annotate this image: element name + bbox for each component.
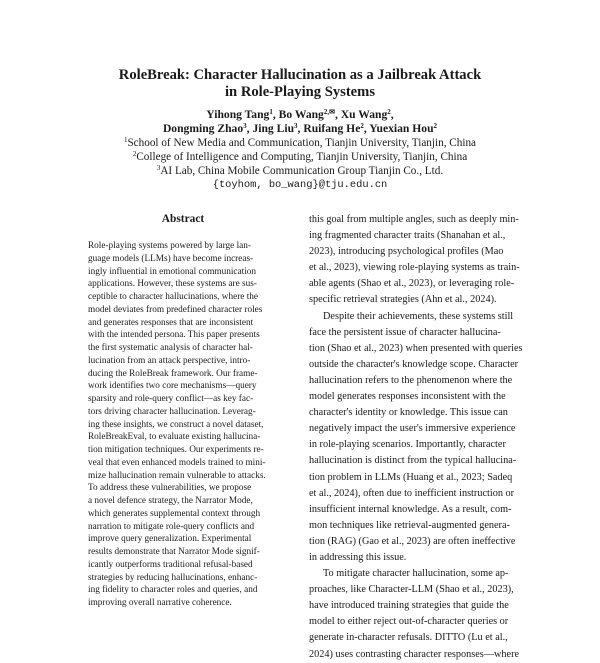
abstract-line: ing fidelity to character roles and queries, and — [88, 585, 258, 596]
abstract-line: improving overall narrative coherence. — [88, 598, 232, 608]
body-line: ing fragmented character traits (Shanahan et al., — [309, 230, 506, 242]
author-name: Yuexian Hou — [369, 122, 434, 135]
abstract-line: a novel defence strategy, the Narrator Mode, — [88, 496, 253, 506]
abstract-line: ingly influential in emotional communication — [88, 266, 257, 277]
author-affil-mark: 2 — [387, 108, 391, 116]
body-line: generate in-character refusals. DITTO (Lu et al., — [309, 632, 508, 644]
author-affil-mark: 3 — [243, 122, 247, 130]
paper-title-line-2: in Role-Playing Systems — [225, 84, 375, 100]
affiliation-2 — [0, 150, 600, 164]
abstract-line: veal that even enhanced models trained to mini- — [88, 457, 266, 468]
author-name: Yihong Tang — [206, 108, 270, 121]
body-line: model to either reject out-of-character queries or — [309, 616, 509, 628]
abstract-line: RoleBreakEval, to evaluate existing hallucina- — [88, 432, 261, 443]
author-separator: , — [334, 108, 341, 121]
affil-mark: 1 — [123, 136, 128, 144]
author-separator: , — [246, 122, 253, 135]
body-line: negatively impact the user's immersive experience — [309, 423, 516, 435]
author-name: Bo Wang — [278, 108, 324, 121]
author-name: Xu Wang — [340, 108, 388, 121]
abstract-line: the first systematic analysis of character hal- — [88, 343, 253, 353]
abstract-line: tion mitigation techniques. Our experiments re- — [88, 445, 264, 455]
abstract-line: guage models (LLMs) have become increas- — [88, 253, 254, 264]
abstract-line: applications. However, these systems are sus- — [88, 279, 257, 290]
abstract-line: ducing the RoleBreak framework. Our frame- — [88, 368, 258, 379]
abstract-line: strategies by reducing hallucinations, enhanc- — [88, 572, 258, 583]
body-line: mon techniques like retrieval-augmented genera- — [309, 519, 510, 531]
abstract-line: Role-playing systems powered by large lan- — [88, 241, 251, 251]
body-line: in role-playing scenarios. Importantly, character — [309, 439, 506, 451]
body-line: tion (Shao et al., 2023) when presented with queries — [309, 342, 523, 354]
abstract-line: improve query generalization. Experimental — [88, 534, 252, 545]
body-line: Despite their achievements, these systems still — [323, 310, 514, 322]
body-line: in addressing this issue. — [309, 551, 407, 563]
abstract-line: model deviates from predefined character roles — [88, 304, 263, 315]
affiliation-text: AI Lab, China Mobile Communication Group Tianjin Co., Ltd. — [160, 165, 444, 177]
affiliation-text: School of New Media and Communication, Tianjin University, Tianjin, China — [127, 137, 477, 149]
abstract-line: with the intended persona. This paper presents — [88, 330, 260, 341]
abstract-line: sparsity and role-query conflict—as key fac- — [88, 394, 254, 404]
abstract-line: To address these vulnerabilities, we propose — [88, 483, 252, 494]
body-line: et al., 2024), often due to inefficient instruction or — [309, 487, 515, 499]
body-line: hallucination refers to the phenomenon where the — [309, 374, 513, 386]
author-separator: , — [363, 122, 370, 135]
body-line: 2023), introducing psychological profiles (Mao — [309, 246, 504, 258]
body-line: proaches, like Character-LLM (Shao et al., 2023), — [309, 584, 514, 596]
abstract-line: results demonstrate that Narrator Mode signif- — [88, 547, 260, 557]
author-separator: , — [272, 108, 279, 121]
abstract-line: work identifies two core mechanisms—query — [88, 381, 257, 392]
body-paragraph-3 — [309, 566, 539, 663]
abstract-line: icantly outperforms traditional refusal-based — [88, 559, 253, 570]
author-name: Dongming Zhao — [162, 122, 244, 135]
author-separator: , — [297, 122, 304, 135]
body-line: 2024) uses contrasting character responses—where — [309, 648, 520, 660]
body-line: this goal from multiple angles, such as deeply min- — [309, 214, 519, 225]
body-line: specific retrieval strategies (Ahn et al., 2024). — [309, 294, 497, 306]
abstract-heading: Abstract — [161, 213, 205, 225]
author-separator: , — [390, 108, 394, 121]
affiliation-3 — [0, 164, 600, 178]
abstract-line: ing these insights, we construct a novel dataset, — [88, 419, 264, 430]
body-line: tion problem in LLMs (Huang et al., 2023; Sadeq — [309, 471, 513, 483]
author-affil-mark: 2,✉ — [323, 108, 335, 116]
body-line: tion (RAG) (Gao et al., 2023) are often ineffective — [309, 535, 516, 547]
paper-title-line-1: RoleBreak: Character Hallucination as a Jailbreak Attack — [118, 67, 482, 83]
author-name: Jing Liu — [252, 122, 295, 135]
body-line: hallucination is distinct from the typical hallucina- — [309, 455, 517, 467]
body-line: face the persistent issue of character hallucina- — [309, 326, 501, 338]
author-affil-mark: 3 — [294, 122, 298, 130]
affil-mark: 2 — [132, 150, 137, 158]
affiliation-1 — [0, 136, 600, 150]
body-paragraph-2 — [309, 309, 539, 567]
body-column-right — [309, 212, 539, 663]
body-line: able agents (Shao et al., 2023), or leveraging role- — [309, 278, 515, 290]
author-line-2 — [0, 122, 600, 136]
abstract-line: tors driving character hallucination. Leverag- — [88, 406, 256, 417]
author-affil-mark: 2 — [360, 122, 364, 130]
affiliation-text: College of Intelligence and Computing, Tianjin University, Tianjin, China — [136, 151, 468, 163]
body-line: insufficient internal knowledge. As a result, com- — [309, 503, 512, 515]
body-line: have introduced training strategies that guide the — [309, 600, 509, 612]
author-email: {toyhom, bo_wang}@tju.edu.cn — [212, 179, 388, 191]
body-line: outside the character's knowledge scope. Character — [309, 358, 519, 370]
abstract-line: which generates supplemental context through — [88, 508, 261, 519]
body-line: model generates responses inconsistent with the — [309, 391, 506, 403]
author-affil-mark: 1 — [269, 108, 273, 116]
abstract-body — [88, 240, 278, 610]
author-line-1 — [0, 108, 600, 122]
author-affil-mark: 2 — [433, 122, 438, 130]
abstract-line: and generates responses that are inconsistent — [88, 317, 254, 328]
body-paragraph-1 — [309, 212, 539, 309]
body-line: et al., 2023), viewing role-playing systems as train- — [309, 262, 520, 274]
author-name: Ruifang He — [303, 122, 361, 135]
abstract-line: mize hallucination remain vulnerable to attacks. — [88, 470, 266, 481]
body-line: character's identity or knowledge. This issue can — [309, 407, 508, 419]
abstract-line: narration to mitigate role-query conflicts and — [88, 521, 255, 532]
abstract-line: lucination from an attack perspective, intro- — [88, 355, 251, 366]
abstract-line: ceptible to character hallucinations, where the — [88, 292, 259, 302]
body-line: To mitigate character hallucination, some ap- — [323, 568, 509, 580]
affil-mark: 3 — [156, 164, 161, 172]
